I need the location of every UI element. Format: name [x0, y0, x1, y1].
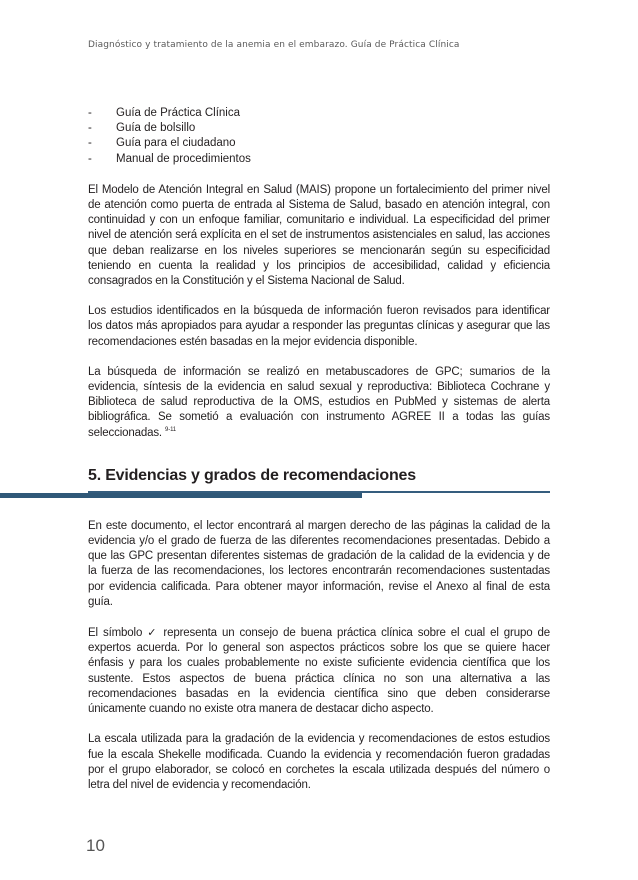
- list-item-text: Guía para el ciudadano: [116, 137, 236, 150]
- list-dash: -: [88, 107, 92, 119]
- list-item: [88, 106, 550, 121]
- studies-paragraph: Los estudios identificados en la búsqueda de información fueron revisados para identificar los datos más apropiados para ayudar a responder las preguntas clínicas y asegurar que las recomendaciones estén basadas en la mejor evidencia disponible.: [88, 305, 550, 348]
- checkmark-icon: ✓: [147, 626, 159, 640]
- evidence-paragraph: En este documento, el lector encontrará al margen derecho de las páginas la calidad de la evidencia y/o el grado de fuerza de las diferentes recomendaciones presentadas. Debido a que las GPC presentan diferentes sistemas de gradación de la calidad de la evidencia y de la fuerza de las recomendaciones, los lectores encontrarán recomendaciones sustentadas por evidencia calificada. Para obtener mayor información, revise el Anexo al final de esta guía.: [88, 519, 550, 608]
- list-dash: -: [88, 137, 92, 150]
- section-heading: 5. Evidencias y grados de recomendaciones: [88, 466, 416, 484]
- running-header: Diagnóstico y tratamiento de la anemia en el embarazo. Guía de Práctica Clínica: [88, 40, 460, 50]
- mais-paragraph: El Modelo de Atención Integral en Salud (MAIS) propone un fortalecimiento del primer nivel de atención como puerta de entrada al Sistema de Salud, basado en atención integral, con continuidad y con un enfoque familiar, comunitario e individual. La especificidad del primer nivel de atención será explícita en el set de instrumentos asistenciales en salud, las acciones que deban realizarse en los niveles superiores se mencionarán según su especificidad teniendo en cuenta la realidad y los principios de accesibilidad, calidad y eficiencia consagrados en la Constitución y el Sistema Nacional de Salud.: [88, 183, 550, 288]
- citation-superscript: 9-11: [165, 426, 176, 433]
- search-paragraph: [88, 365, 550, 441]
- page-number: 10: [86, 836, 105, 855]
- scale-paragraph: La escala utilizada para la gradación de la evidencia y recomendaciones de estos estudios fue la escala Shekelle modificada. Cuando la evidencia y recomendación fueron gradadas por el grupo elaborador, se colocó en corchetes la escala utilizada después del número o letra del nivel de evidencia y recomendación.: [88, 733, 550, 791]
- list-dash: -: [88, 122, 92, 135]
- list-item-text: Guía de Práctica Clínica: [116, 107, 241, 119]
- list-item: [88, 121, 550, 136]
- heading-rule: [88, 491, 550, 499]
- heading-rule-accent-bar: [0, 493, 362, 498]
- list-dash: -: [88, 152, 92, 165]
- list-item-text: Guía de bolsillo: [116, 122, 196, 135]
- list-item: [88, 152, 550, 167]
- search-paragraph-text: La búsqueda de información se realizó en metabuscadores de GPC; sumarios de la evidencia, síntesis de la evidencia en salud sexual y reproductiva: Biblioteca Cochrane y Biblioteca de salud reproductiva de la OMS, estudios en PubMed y sistemas de alerta bibliográfica. Se sometió a evaluación con instrumento AGREE II a todas las guías seleccionadas.: [88, 365, 550, 439]
- symbol-paragraph-text: representa un consejo de buena práctica clínica sobre el cual el grupo de expertos acuerda. Por lo general son aspectos prácticos sobre los que se quiere hacer énfasis y para los cuales probablemente no existe suficiente evidencia científica que los sustente. Estos aspectos de buena práctica clínica no son una alternativa a las recomendaciones basadas en la evidencia científica sino que deben considerarse únicamente cuando no existe otra manera de destacar dicho aspecto.: [88, 627, 550, 716]
- document-types-list: [88, 106, 550, 167]
- page-content: [88, 106, 550, 808]
- symbol-paragraph-prefix: El símbolo: [88, 627, 143, 640]
- symbol-paragraph: [88, 625, 550, 717]
- list-item-text: Manual de procedimientos: [116, 152, 251, 165]
- list-item: [88, 136, 550, 151]
